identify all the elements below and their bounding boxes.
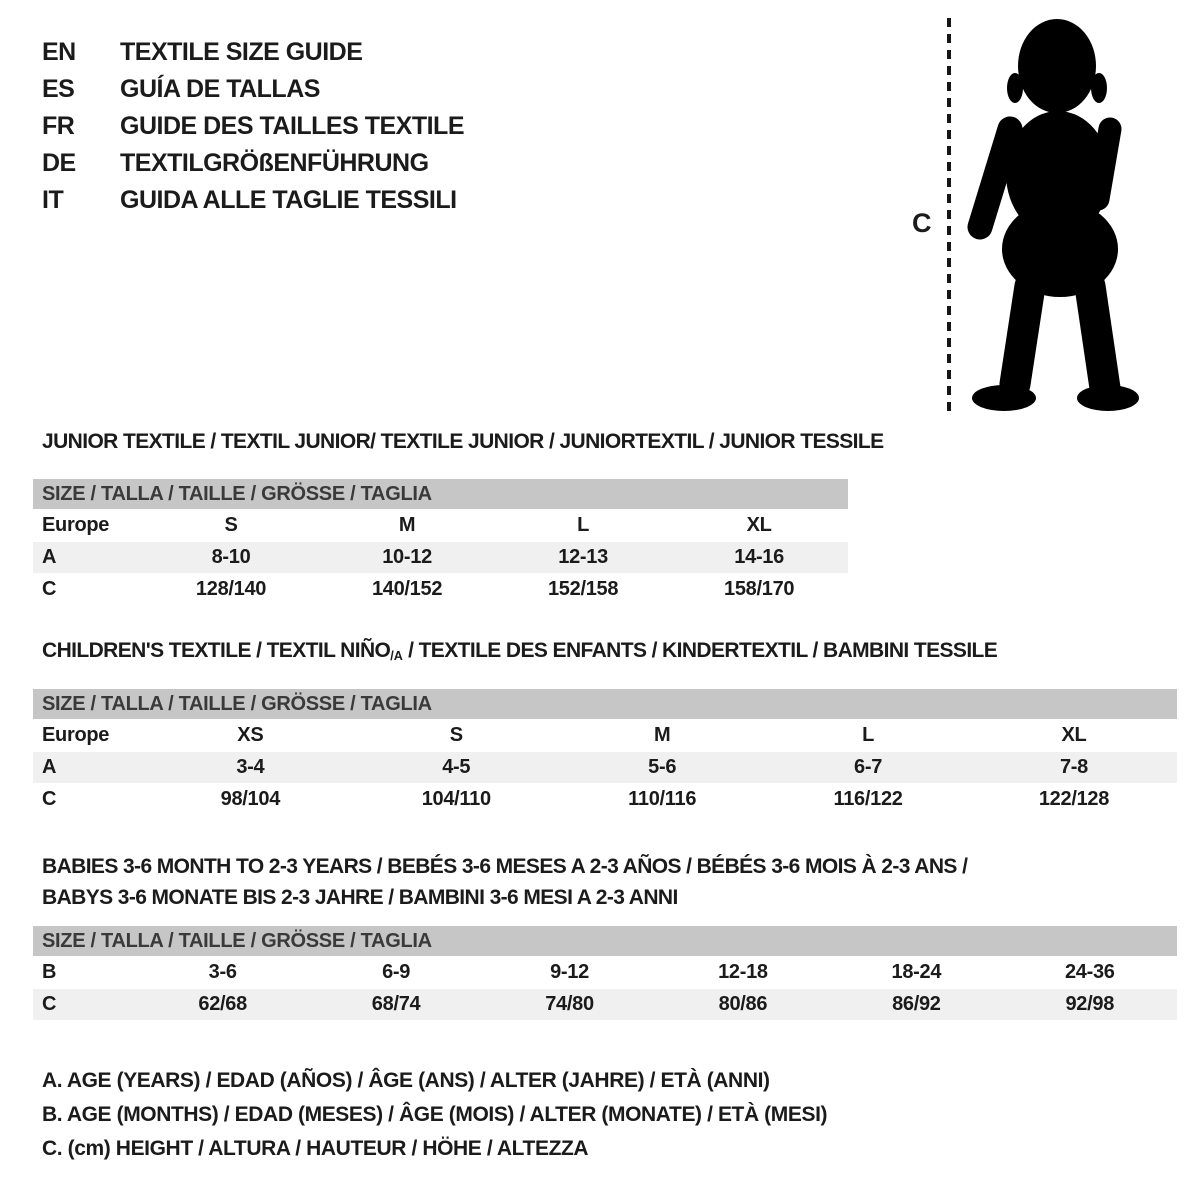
size-cell: S <box>224 514 238 536</box>
language-title: GUÍA DE TALLAS <box>120 75 320 103</box>
table-row-age <box>33 542 848 573</box>
legend-line-height-cm: C. (cm) HEIGHT / ALTURA / HAUTEUR / HÖHE / ALTEZZA <box>42 1137 589 1160</box>
value-cell: 74/80 <box>545 993 594 1015</box>
value-cell: 7-8 <box>1059 756 1088 778</box>
size-cell: L <box>862 724 875 746</box>
table-header: SIZE / TALLA / TAILLE / GRÖSSE / TAGLIA <box>33 926 1177 956</box>
value-cell: 152/158 <box>547 578 619 600</box>
row-label: A <box>42 546 57 568</box>
value-cell: 110/116 <box>628 788 697 810</box>
value-cell: 116/122 <box>833 788 903 810</box>
value-cell: 10-12 <box>382 546 432 568</box>
value-cell: 140/152 <box>371 578 443 600</box>
value-cell: 24-36 <box>1064 961 1115 983</box>
language-row <box>42 71 464 108</box>
table-row-height <box>33 783 1177 816</box>
language-row <box>42 34 464 71</box>
size-cell: L <box>577 514 590 536</box>
size-cell: XL <box>1061 724 1087 746</box>
value-cell: 14-16 <box>734 546 784 568</box>
table-row-height <box>33 573 848 606</box>
table-row-height <box>33 989 1177 1020</box>
babies-size-table <box>33 926 1177 1020</box>
value-cell: 6-9 <box>382 961 411 983</box>
value-cell: 9-12 <box>550 961 589 983</box>
language-row <box>42 108 464 145</box>
language-title: TEXTILGRÖßENFÜHRUNG <box>120 149 429 177</box>
row-label: A <box>42 756 57 778</box>
size-cell: M <box>653 724 671 746</box>
language-title-list <box>42 34 464 219</box>
babies-section-title <box>42 851 967 913</box>
language-title: GUIDA ALLE TAGLIE TESSILI <box>120 186 457 214</box>
row-label: C <box>42 578 57 600</box>
language-row <box>42 145 464 182</box>
babies-title-line1: BABIES 3-6 MONTH TO 2-3 YEARS / BEBÉS 3-6 MESES A 2-3 AÑOS / BÉBÉS 3-6 MOIS À 2-3 ANS / <box>42 855 968 878</box>
value-cell: 68/74 <box>371 993 421 1015</box>
value-cell: 122/128 <box>1038 788 1110 810</box>
size-cell: M <box>398 514 416 536</box>
table-row-age <box>33 752 1177 783</box>
value-cell: 18-24 <box>891 961 942 983</box>
height-dashed-line <box>947 18 951 416</box>
value-cell: 86/92 <box>892 993 941 1015</box>
junior-size-table <box>33 479 848 606</box>
table-header: SIZE / TALLA / TAILLE / GRÖSSE / TAGLIA <box>33 689 1177 719</box>
value-cell: 5-6 <box>648 756 677 778</box>
language-title: GUIDE DES TAILLES TEXTILE <box>120 112 465 140</box>
value-cell: 3-6 <box>208 961 237 983</box>
junior-section-title: JUNIOR TEXTILE / TEXTIL JUNIOR/ TEXTILE JUNIOR / JUNIORTEXTIL / JUNIOR TESSILE <box>42 430 884 453</box>
table-header: SIZE / TALLA / TAILLE / GRÖSSE / TAGLIA <box>33 479 848 509</box>
language-row <box>42 182 464 219</box>
legend-line-age-years: A. AGE (YEARS) / EDAD (AÑOS) / ÂGE (ANS) / ALTER (JAHRE) / ETÀ (ANNI) <box>42 1069 770 1092</box>
value-cell: 4-5 <box>442 756 471 778</box>
table-row-sizes <box>33 509 848 542</box>
row-label: C <box>42 993 57 1015</box>
value-cell: 12-18 <box>718 961 768 983</box>
row-label: C <box>42 788 57 810</box>
children-title-text: CHILDREN'S TEXTILE / TEXTIL NIÑO <box>42 639 391 662</box>
value-cell: 158/170 <box>724 578 795 600</box>
value-cell: 104/110 <box>421 788 491 810</box>
row-label: Europe <box>42 724 110 746</box>
table-row-sizes <box>33 719 1177 752</box>
value-cell: 92/98 <box>1065 993 1115 1015</box>
language-code: DE <box>42 149 76 177</box>
value-cell: 128/140 <box>195 578 267 600</box>
children-size-table <box>33 689 1177 816</box>
children-section-title <box>42 639 997 663</box>
language-code: ES <box>42 75 75 103</box>
value-cell: 80/86 <box>718 993 768 1015</box>
babies-title-line2: BABYS 3-6 MONATE BIS 2-3 JAHRE / BAMBINI 3-6 MESI A 2-3 ANNI <box>42 886 678 909</box>
height-marker-label: C <box>912 208 932 238</box>
language-code: IT <box>42 186 64 214</box>
value-cell: 98/104 <box>220 788 281 810</box>
row-label: B <box>42 961 57 983</box>
value-cell: 12-13 <box>558 546 608 568</box>
legend-line-age-months: B. AGE (MONTHS) / EDAD (MESES) / ÂGE (MOIS) / ALTER (MONATE) / ETÀ (MESI) <box>42 1103 828 1126</box>
children-title-subscript: /A <box>390 649 403 664</box>
value-cell: 62/68 <box>198 993 247 1015</box>
value-cell: 8-10 <box>211 546 251 568</box>
value-cell: 3-4 <box>236 756 265 778</box>
size-cell: XS <box>237 724 264 746</box>
table-row-months <box>33 956 1177 989</box>
language-code: EN <box>42 38 76 66</box>
toddler-silhouette-icon <box>962 14 1140 418</box>
language-code: FR <box>42 112 75 140</box>
measurement-legend <box>42 1064 827 1166</box>
value-cell: 6-7 <box>854 756 883 778</box>
language-title: TEXTILE SIZE GUIDE <box>120 38 363 66</box>
size-cell: S <box>449 724 463 746</box>
children-title-text: / TEXTILE DES ENFANTS / KINDERTEXTIL / BAMBINI TESSILE <box>402 639 998 662</box>
size-cell: XL <box>746 514 772 536</box>
row-label: Europe <box>42 514 110 536</box>
